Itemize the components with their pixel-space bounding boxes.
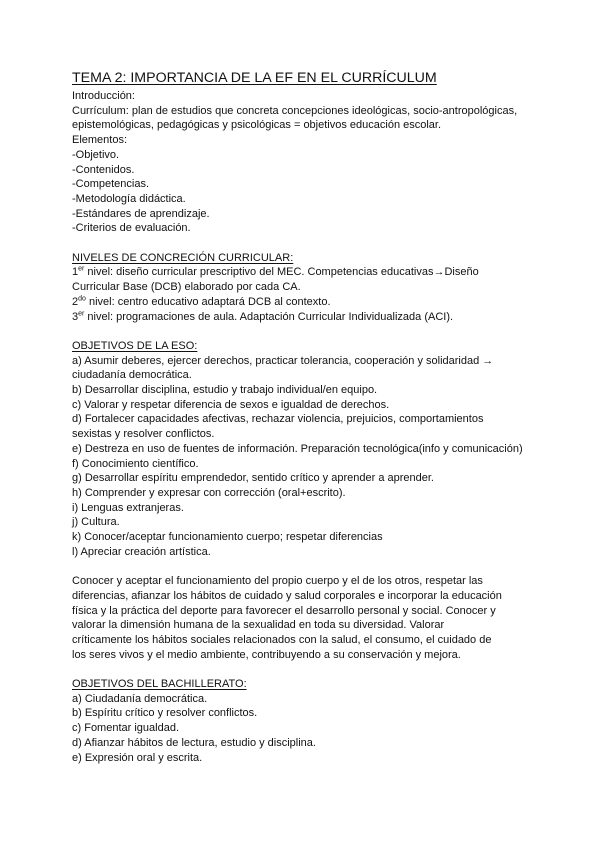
eso-line: k) Conocer/aceptar funcionamiento cuerpo; respetar diferencias	[72, 531, 383, 544]
bachillerato-line: d) Afianzar hábitos de lectura, estudio y disciplina.	[72, 736, 316, 749]
eso-line: b) Desarrollar disciplina, estudio y trabajo individual/en equipo.	[72, 384, 378, 397]
paragraph-line: críticamente los hábitos sociales relacionados con la salud, el consumo, el cuidado de	[72, 633, 492, 646]
bachillerato-line: b) Espíritu crítico y resolver conflictos.	[72, 707, 258, 720]
eso-line: a) Asumir deberes, ejercer derechos, practicar tolerancia, cooperación y solidaridad →	[72, 354, 494, 367]
element-item: -Contenidos.	[72, 163, 135, 176]
element-item: -Criterios de evaluación.	[72, 222, 191, 235]
nivel-2-line: $2^{do}$ nivel: centro educativo adaptará DCB al contexto.	[72, 295, 331, 308]
bachillerato-heading: OBJETIVOS DEL BACHILLERATO:	[72, 678, 247, 691]
spacer	[72, 324, 552, 339]
bachillerato-line: a) Ciudadanía democrática.	[72, 692, 208, 705]
intro-heading: Introducción:	[72, 90, 135, 102]
paragraph-line: valorar la dimensión humana de la sexualidad en toda su diversidad. Valorar	[72, 619, 445, 632]
eso-line: sexistas y resolver conflictos.	[72, 428, 215, 441]
element-item: -Metodología didáctica.	[72, 192, 186, 205]
eso-line: h) Comprender y expresar con corrección (oral+escrito).	[72, 486, 346, 499]
paragraph-line: los seres vivos y el medio ambiente, contribuyendo a su conservación y mejora.	[72, 648, 461, 661]
eso-line: j) Cultura.	[72, 516, 120, 529]
paragraph-line: Conocer y aceptar el funcionamiento del propio cuerpo y el de los otros, respetar las	[72, 575, 483, 588]
spacer	[72, 662, 552, 677]
elements-heading: Elementos:	[72, 134, 128, 147]
document-title: TEMA 2: IMPORTANCIA DE LA EF EN EL CURRÍCULUM	[72, 70, 437, 86]
niveles-section	[72, 251, 552, 325]
nivel-1-line-2: Curricular Base (DCB) elaborado por cada CA.	[72, 281, 301, 294]
bachillerato-line: c) Fomentar igualdad.	[72, 722, 179, 735]
eso-line: d) Fortalecer capacidades afectivas, rechazar violencia, prejuicios, comportamientos	[72, 413, 484, 426]
intro-section	[72, 89, 552, 236]
eso-line: g) Desarrollar espíritu emprendedor, sentido crítico y aprender a aprender.	[72, 472, 434, 485]
eso-line: l) Apreciar creación artística.	[72, 545, 211, 558]
curriculum-line-1: Currículum: plan de estudios que concreta concepciones ideológicas, socio-antropológicas,	[72, 104, 518, 117]
eso-heading: OBJETIVOS DE LA ESO:	[72, 339, 198, 352]
paragraph-line: diferencias, afianzar los hábitos de cuidado y salud corporales e incorporar la educación	[72, 589, 502, 602]
body-paragraph	[72, 574, 552, 662]
element-item: -Objetivo.	[72, 148, 120, 161]
eso-line: c) Valorar y respetar diferencia de sexos e igualdad de derechos.	[72, 398, 390, 411]
bachillerato-section	[72, 677, 552, 765]
eso-line: ciudadanía democrática.	[72, 369, 192, 382]
element-item: -Competencias.	[72, 178, 150, 191]
nivel-1-line-1: 1er nivel: diseño curricular prescriptivo del MEC. Competencias educativas→Diseño	[72, 265, 479, 279]
bachillerato-line: e) Expresión oral y escrita.	[72, 751, 203, 764]
niveles-heading: NIVELES DE CONCRECIÓN CURRICULAR:	[72, 251, 294, 264]
spacer	[72, 236, 552, 251]
document-page	[72, 70, 552, 765]
curriculum-line-2: epistemológicas, pedagógicas y psicológicas = objetivos educación escolar.	[72, 119, 442, 132]
eso-line: f) Conocimiento científico.	[72, 457, 199, 470]
nivel-3-line: 3er nivel: programaciones de aula. Adaptación Curricular Individualizada (ACI).	[72, 309, 454, 323]
eso-section	[72, 339, 552, 560]
eso-line: e) Destreza en uso de fuentes de información. Preparación tecnológica(info y comunicación)	[72, 442, 523, 455]
element-item: -Estándares de aprendizaje.	[72, 207, 210, 220]
spacer	[72, 559, 552, 574]
eso-line: i) Lenguas extranjeras.	[72, 501, 184, 514]
paragraph-line: física y la práctica del deporte para favorecer el desarrollo personal y social. Conocer y	[72, 604, 496, 617]
